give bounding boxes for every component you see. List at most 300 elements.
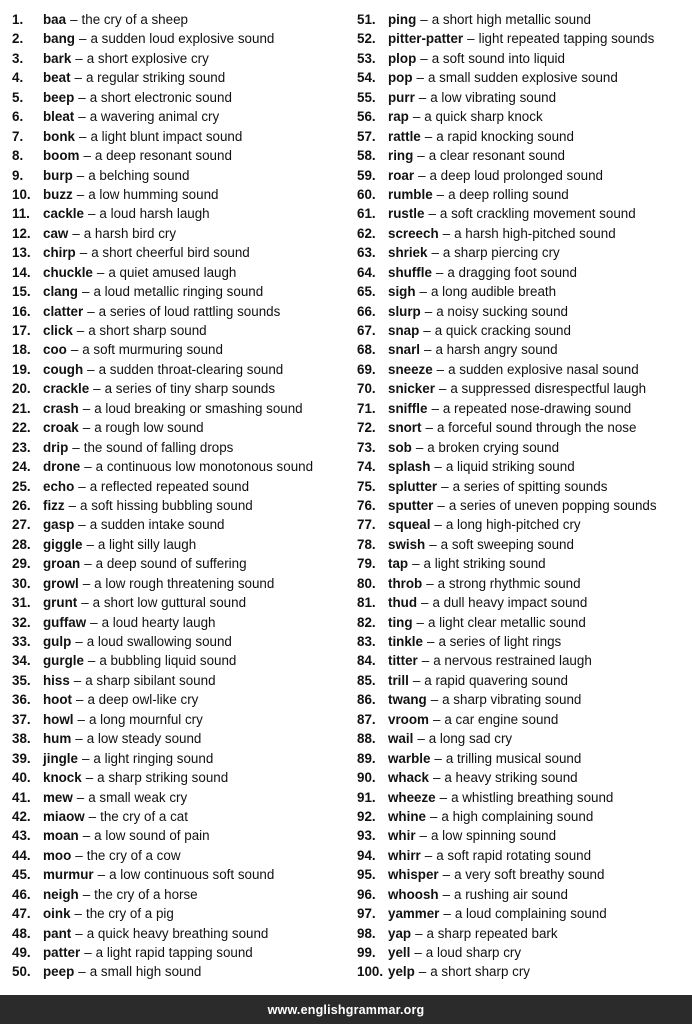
item-separator: –: [417, 731, 425, 747]
item-separator: –: [78, 89, 86, 105]
item-word: wail: [388, 731, 414, 747]
list-item: [12, 127, 352, 146]
item-separator: –: [419, 284, 427, 300]
item-word: moo: [43, 847, 72, 863]
list-item: [357, 340, 692, 359]
item-definition: a short sharp sound: [88, 323, 207, 338]
item-number: 40.: [12, 770, 31, 786]
item-text: [43, 340, 223, 359]
item-word: bark: [43, 50, 72, 66]
item-separator: –: [418, 89, 427, 105]
word-list: [0, 10, 692, 990]
list-item: [12, 651, 352, 670]
item-definition: a soft hissing bubbling sound: [80, 497, 253, 513]
item-definition: a soft sound into liquid: [431, 50, 565, 66]
item-text: [388, 146, 565, 165]
list-item: [12, 49, 352, 68]
item-number: 25.: [12, 478, 31, 494]
item-text: [388, 574, 581, 593]
item-definition: a short cheerful bird sound: [91, 245, 250, 261]
item-word: snarl: [388, 342, 421, 358]
item-definition: a light rapid tapping sound: [95, 945, 253, 960]
item-number: 92.: [357, 808, 376, 824]
item-text: [388, 613, 586, 632]
item-definition: a loud swallowing sound: [86, 634, 232, 649]
item-number: 22.: [12, 420, 31, 436]
item-text: [43, 166, 189, 185]
item-word: crash: [43, 400, 79, 416]
item-text: [43, 146, 232, 165]
item-number: 60.: [357, 186, 376, 202]
item-separator: –: [439, 789, 448, 805]
item-word: gurgle: [43, 653, 84, 669]
item-separator: –: [97, 867, 106, 883]
list-item: [357, 593, 692, 612]
item-definition: a sudden intake sound: [89, 517, 225, 533]
item-definition: a short electronic sound: [89, 89, 232, 105]
item-text: [43, 554, 247, 573]
item-word: ping: [388, 12, 417, 27]
item-word: cackle: [43, 206, 84, 222]
item-text: [43, 788, 187, 807]
item-word: fizz: [43, 497, 65, 513]
item-separator: –: [83, 148, 91, 164]
item-text: [388, 632, 561, 651]
item-word: snort: [388, 420, 422, 436]
item-text: [43, 68, 225, 87]
item-text: [388, 88, 556, 107]
item-text: [43, 515, 224, 534]
item-word: grunt: [43, 595, 78, 611]
item-word: groan: [43, 556, 81, 572]
item-word: neigh: [43, 886, 79, 902]
item-definition: a light striking sound: [423, 556, 546, 572]
item-number: 66.: [357, 303, 376, 319]
item-number: 41.: [12, 789, 31, 805]
item-word: whisper: [388, 867, 439, 883]
item-number: 94.: [357, 847, 376, 863]
item-text: [388, 107, 543, 126]
item-separator: –: [419, 828, 427, 844]
item-text: [43, 282, 263, 301]
item-definition: the cry of a horse: [94, 886, 198, 902]
item-separator: –: [82, 828, 91, 844]
item-text: [43, 477, 249, 496]
item-word: purr: [388, 89, 415, 105]
item-separator: –: [82, 400, 91, 416]
left-column: [12, 10, 352, 982]
item-separator: –: [417, 148, 425, 164]
item-separator: –: [93, 381, 101, 397]
item-number: 52.: [357, 31, 376, 47]
item-text: [388, 68, 618, 87]
item-text: [43, 243, 250, 262]
item-separator: –: [416, 614, 424, 630]
item-number: 6.: [12, 109, 24, 125]
item-word: chirp: [43, 245, 76, 261]
list-item: [12, 826, 352, 845]
item-number: 2.: [12, 31, 24, 47]
item-separator: –: [75, 634, 83, 649]
item-text: [388, 788, 613, 807]
item-number: 26.: [12, 497, 31, 513]
item-definition: a light blunt impact sound: [90, 128, 243, 144]
item-separator: –: [412, 556, 420, 572]
item-separator: –: [87, 653, 96, 669]
item-separator: –: [75, 50, 83, 66]
item-text: [43, 185, 218, 204]
item-definition: a loud hearty laugh: [101, 614, 216, 630]
item-word: rattle: [388, 128, 421, 144]
item-separator: –: [418, 964, 427, 980]
item-text: [43, 302, 280, 321]
item-number: 57.: [357, 128, 376, 144]
item-separator: –: [429, 808, 438, 824]
item-number: 95.: [357, 867, 376, 883]
item-number: 71.: [357, 400, 376, 416]
item-definition: a short sharp cry: [430, 964, 530, 980]
item-word: miaow: [43, 808, 85, 824]
footer-url[interactable]: www.englishgrammar.org: [267, 1002, 425, 1017]
item-word: whir: [388, 828, 416, 844]
item-word: vroom: [388, 711, 429, 727]
item-definition: a light silly laugh: [97, 536, 197, 552]
footer-bar: [0, 995, 692, 1024]
item-definition: a car engine sound: [444, 711, 559, 727]
item-definition: a dragging foot sound: [447, 264, 577, 280]
item-text: [43, 399, 303, 418]
item-text: [43, 224, 176, 243]
item-word: yammer: [388, 906, 440, 922]
list-item: [357, 243, 692, 262]
item-text: [43, 865, 274, 884]
list-item: [12, 29, 352, 48]
item-number: 8.: [12, 148, 24, 164]
item-word: titter: [388, 653, 418, 669]
item-definition: a loud breaking or smashing sound: [94, 400, 303, 416]
item-number: 11.: [12, 206, 30, 222]
item-text: [43, 88, 232, 107]
item-text: [388, 302, 568, 321]
item-number: 45.: [12, 867, 31, 883]
list-item: [357, 263, 692, 282]
item-number: 75.: [357, 478, 376, 494]
item-text: [43, 593, 246, 612]
list-item: [12, 768, 352, 787]
list-item: [12, 904, 352, 923]
list-item: [357, 379, 692, 398]
item-word: clang: [43, 284, 78, 300]
item-number: 74.: [357, 459, 376, 475]
list-item: [357, 127, 692, 146]
item-word: swish: [388, 536, 426, 552]
item-text: [43, 846, 181, 865]
list-item: [12, 418, 352, 437]
item-number: 38.: [12, 731, 31, 747]
list-item: [12, 554, 352, 573]
item-text: [43, 690, 198, 709]
item-number: 21.: [12, 400, 31, 416]
item-word: roar: [388, 167, 415, 183]
item-separator: –: [82, 575, 91, 591]
list-item: [12, 282, 352, 301]
list-item: [357, 924, 692, 943]
list-item: [12, 185, 352, 204]
item-definition: a short low guttural sound: [92, 595, 247, 611]
item-number: 96.: [357, 886, 376, 902]
item-word: rap: [388, 109, 409, 125]
item-separator: –: [421, 653, 430, 669]
item-number: 50.: [12, 964, 31, 980]
item-number: 88.: [357, 731, 376, 747]
item-number: 76.: [357, 497, 376, 513]
item-number: 70.: [357, 381, 376, 397]
item-definition: the cry of a pig: [85, 906, 174, 922]
list-item: [12, 10, 352, 29]
item-number: 19.: [12, 361, 31, 377]
item-number: 43.: [12, 828, 31, 844]
list-item: [12, 593, 352, 612]
item-number: 97.: [357, 906, 376, 922]
item-definition: a sudden throat-clearing sound: [98, 361, 284, 377]
item-number: 16.: [12, 303, 31, 319]
item-definition: a strong rhythmic sound: [437, 575, 581, 591]
item-text: [43, 535, 196, 554]
item-separator: –: [421, 595, 429, 611]
list-item: [12, 846, 352, 865]
item-number: 53.: [357, 50, 376, 66]
item-text: [388, 807, 593, 826]
item-definition: a loud harsh laugh: [99, 206, 210, 222]
list-item: [357, 535, 692, 554]
item-word: caw: [43, 225, 69, 241]
item-word: whoosh: [388, 886, 439, 902]
item-word: bleat: [43, 109, 75, 125]
item-separator: –: [412, 109, 421, 125]
item-number: 61.: [357, 206, 376, 222]
item-number: 91.: [357, 789, 376, 805]
item-text: [388, 282, 556, 301]
item-separator: –: [434, 750, 442, 766]
item-word: hoot: [43, 692, 72, 708]
list-item: [12, 710, 352, 729]
item-number: 44.: [12, 847, 31, 863]
item-separator: –: [424, 303, 433, 319]
item-definition: a dull heavy impact sound: [432, 595, 588, 611]
item-word: tinkle: [388, 634, 423, 649]
item-word: whirr: [388, 847, 421, 863]
item-word: beep: [43, 89, 75, 105]
item-word: whack: [388, 770, 429, 786]
item-text: [43, 671, 216, 690]
item-definition: a low steady sound: [86, 731, 202, 747]
item-text: [388, 924, 558, 943]
list-item: [12, 379, 352, 398]
item-separator: –: [70, 12, 78, 27]
list-item: [357, 962, 692, 981]
item-definition: a sharp piercing cry: [442, 245, 560, 261]
item-definition: a low continuous soft sound: [109, 867, 275, 883]
item-definition: a loud sharp cry: [425, 945, 522, 960]
item-number: 82.: [357, 614, 376, 630]
item-separator: –: [436, 186, 445, 202]
list-item: [357, 321, 692, 340]
item-number: 93.: [357, 828, 376, 844]
item-number: 7.: [12, 128, 24, 144]
item-separator: –: [76, 167, 85, 183]
list-item: [357, 943, 692, 962]
item-separator: –: [76, 692, 84, 708]
item-text: [388, 846, 591, 865]
item-definition: a deep resonant sound: [94, 148, 232, 164]
item-number: 34.: [12, 653, 31, 669]
item-separator: –: [430, 692, 439, 708]
item-word: bang: [43, 31, 75, 47]
item-definition: a sharp repeated bark: [426, 925, 558, 941]
item-separator: –: [75, 731, 83, 747]
item-word: twang: [388, 692, 427, 708]
item-text: [388, 515, 581, 534]
item-text: [388, 360, 639, 379]
item-text: [388, 962, 530, 981]
item-number: 73.: [357, 439, 376, 455]
item-text: [43, 729, 201, 748]
item-separator: –: [79, 245, 88, 261]
item-number: 15.: [12, 284, 31, 300]
item-definition: a soft sweeping sound: [440, 536, 574, 552]
item-number: 80.: [357, 575, 376, 591]
item-separator: –: [96, 264, 105, 280]
list-item: [12, 477, 352, 496]
list-item: [12, 613, 352, 632]
item-word: yap: [388, 925, 412, 941]
item-definition: a small sudden explosive sound: [428, 70, 618, 86]
list-item: [357, 146, 692, 165]
item-definition: a noisy sucking sound: [436, 303, 568, 319]
item-definition: a harsh angry sound: [435, 342, 558, 358]
item-separator: –: [84, 556, 92, 572]
item-text: [388, 690, 581, 709]
item-word: ting: [388, 614, 413, 630]
list-item: [357, 515, 692, 534]
item-text: [43, 10, 188, 29]
item-separator: –: [442, 867, 451, 883]
item-text: [43, 321, 207, 340]
item-number: 87.: [357, 711, 376, 727]
item-number: 27.: [12, 517, 31, 533]
item-separator: –: [426, 575, 434, 591]
list-item: [357, 29, 692, 48]
item-number: 13.: [12, 245, 31, 261]
item-definition: a short explosive cry: [86, 50, 209, 66]
item-word: shriek: [388, 245, 428, 261]
item-text: [388, 904, 607, 923]
item-word: rumble: [388, 186, 433, 202]
item-word: throb: [388, 575, 423, 591]
item-separator: –: [87, 206, 96, 222]
list-item: [12, 399, 352, 418]
list-item: [12, 962, 352, 981]
item-word: croak: [43, 420, 79, 436]
item-number: 14.: [12, 264, 31, 280]
item-text: [388, 379, 646, 398]
item-number: 10.: [12, 186, 31, 202]
item-word: splutter: [388, 478, 438, 494]
item-text: [43, 826, 210, 845]
item-number: 29.: [12, 556, 31, 572]
item-number: 99.: [357, 945, 376, 960]
list-item: [12, 943, 352, 962]
item-separator: –: [438, 381, 447, 397]
item-word: burp: [43, 167, 73, 183]
list-item: [12, 749, 352, 768]
item-definition: a low humming sound: [88, 186, 219, 202]
item-text: [43, 29, 274, 48]
item-definition: a low rough threatening sound: [94, 575, 275, 591]
item-word: yell: [388, 945, 411, 960]
item-text: [43, 904, 174, 923]
item-number: 98.: [357, 925, 376, 941]
item-separator: –: [432, 711, 441, 727]
item-number: 69.: [357, 361, 376, 377]
item-separator: –: [76, 323, 85, 338]
item-number: 30.: [12, 575, 31, 591]
list-item: [357, 574, 692, 593]
item-definition: the cry of a cat: [100, 808, 188, 824]
item-text: [43, 360, 283, 379]
item-word: pant: [43, 925, 72, 941]
item-text: [388, 885, 568, 904]
item-text: [43, 457, 313, 476]
item-definition: a broken crying sound: [427, 439, 560, 455]
item-definition: a quick sharp knock: [424, 109, 543, 125]
item-separator: –: [81, 284, 90, 300]
item-definition: a whistling breathing sound: [451, 789, 614, 805]
list-item: [12, 788, 352, 807]
item-text: [388, 671, 568, 690]
item-separator: –: [431, 245, 439, 261]
list-item: [357, 807, 692, 826]
item-definition: a rapid quavering sound: [424, 672, 568, 688]
item-definition: a loud metallic ringing sound: [93, 284, 264, 300]
item-number: 31.: [12, 595, 31, 611]
item-definition: a low spinning sound: [430, 828, 557, 844]
item-separator: –: [88, 808, 97, 824]
item-number: 63.: [357, 245, 376, 261]
item-word: gasp: [43, 517, 75, 533]
item-separator: –: [81, 750, 90, 766]
item-word: sniffle: [388, 400, 428, 416]
item-word: warble: [388, 750, 431, 766]
item-word: boom: [43, 148, 80, 164]
item-word: mew: [43, 789, 73, 805]
item-definition: a series of tiny sharp sounds: [104, 381, 276, 397]
item-number: 56.: [357, 109, 376, 125]
list-item: [12, 457, 352, 476]
item-definition: a quick cracking sound: [434, 323, 571, 338]
item-definition: a quiet amused laugh: [108, 264, 237, 280]
item-separator: –: [86, 536, 94, 552]
item-word: crackle: [43, 381, 90, 397]
list-item: [357, 613, 692, 632]
item-number: 17.: [12, 323, 31, 338]
item-word: shuffle: [388, 264, 432, 280]
item-separator: –: [436, 361, 445, 377]
list-item: [357, 729, 692, 748]
list-item: [357, 302, 692, 321]
item-definition: a trilling musical sound: [445, 750, 582, 766]
item-number: 65.: [357, 284, 376, 300]
